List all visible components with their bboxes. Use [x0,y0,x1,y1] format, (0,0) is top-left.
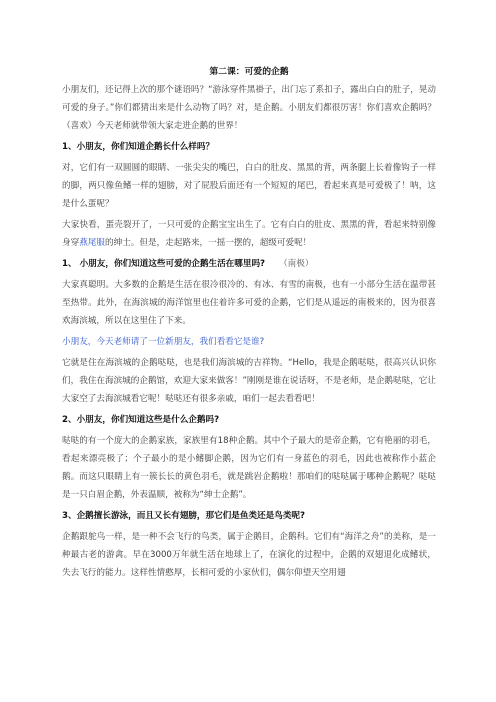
hatching-text-b: 的绅士。但是，走起路来，一摇一摆的，超级可爱呢！ [105,238,312,248]
dada-paragraph: 它就是住在海滨城的企鹅哒哒，也是我们海滨城的吉祥物。“Hello，我是企鹅哒哒，很高兴认识你们，我住在海滨城的企鹅馆，欢迎大家来做客！”刚刚是谁在说话呀，不是老师，是企鹅哒哒，它让大家空了去海滨城看它呢！哒哒还有很多亲戚，咱们一起去看看吧！ [62,358,436,404]
document-body [62,63,436,585]
lesson-title: 第二课：可爱的企鹅 [209,67,289,77]
new-friend-paragraph: 小朋友，今天老师请了一位新朋友，我们看看它是谁? [62,337,265,347]
classification-paragraph: 企鹅跟鸵鸟一样，是一种不会飞行的鸟类，属于企鹅目，企鹅科。它们有“海洋之舟”的美称，是一种最古老的游禽。早在3000万年就生活在地球上了，在演化的过程中，企鹅的双翅退化成鳍状，失去飞行的能力。这样性情憨厚，长相可爱的小家伙们，偶尔仰望天空用翅 [62,532,436,578]
tuxedo-link[interactable]: 燕尾服 [79,238,105,248]
question-heading-appearance: 1、小朋友，你们知道企鹅长什么样吗？ [62,142,215,152]
species-paragraph: 哒哒的有一个庞大的企鹅家族，家族里有18种企鹅。其中个子最大的是帝企鹅，它有艳丽的羽毛，看起来漂亮极了；个子最小的是小鳍脚企鹅，因为它们有一身蓝色的羽毛，因此也被称作小蓝企鹅。而这只眼睛上有一簇长长的黄色羽毛，就是跳岩企鹅啦！那咱们的哒哒属于哪种企鹅呢？哒哒是一只白眉企鹅，外表温顺，被称为“绅士企鹅”。 [62,436,436,500]
question-heading-habitat [62,255,436,273]
question-heading-classification: 3、企鹅擅长游泳，而且又长有翅膀，那它们是鱼类还是鸟类呢? [62,511,305,521]
hatching-text-a: 大家快看，蛋壳裂开了，一只可爱的企鹅宝宝出生了。它有白白的肚皮、黑黑的背，看起来特别像身穿 [62,220,436,248]
intro-paragraph: 小朋友们，还记得上次的那个谜语吗？“游泳穿件黑褂子，出门忘了系扣子，露出白白的肚子，晃动可爱的身子。”你们都猜出来是什么动物了吗？对，是企鹅。小朋友们都很厉害！你们喜欢企鹅吗？（喜欢）今天老师就带领大家走进企鹅的世界！ [62,85,436,131]
question-heading-species: 2、小朋友，你们知道这些是什么企鹅吗? [62,415,220,425]
appearance-paragraph: 对，它们有一双圆圆的眼睛、一张尖尖的嘴巴，白白的肚皮、黑黑的背，两条腿上长着像钩子一样的脚，两只像鱼鳍一样的翅膀，对了屁股后面还有一个短短的尾巴，看起来真是可爱极了！呐，这是什么蛋呢？ [62,163,436,209]
hatching-paragraph [62,216,436,252]
habitat-question: 1、 小朋友，你们知道这些可爱的企鹅生活在哪里吗? [62,259,266,269]
habitat-paragraph: 大家真聪明。大多数的企鹅是生活在很冷很冷的、有冰、有雪的南极，也有一小部分生活在温带甚至热带。此外，在海滨城的海洋馆里也住着许多可爱的企鹅，它们是从遥远的南极来的，因为很喜欢海滨城，所以在这里住了下来。 [62,280,436,326]
habitat-answer: （南极） [279,259,314,269]
